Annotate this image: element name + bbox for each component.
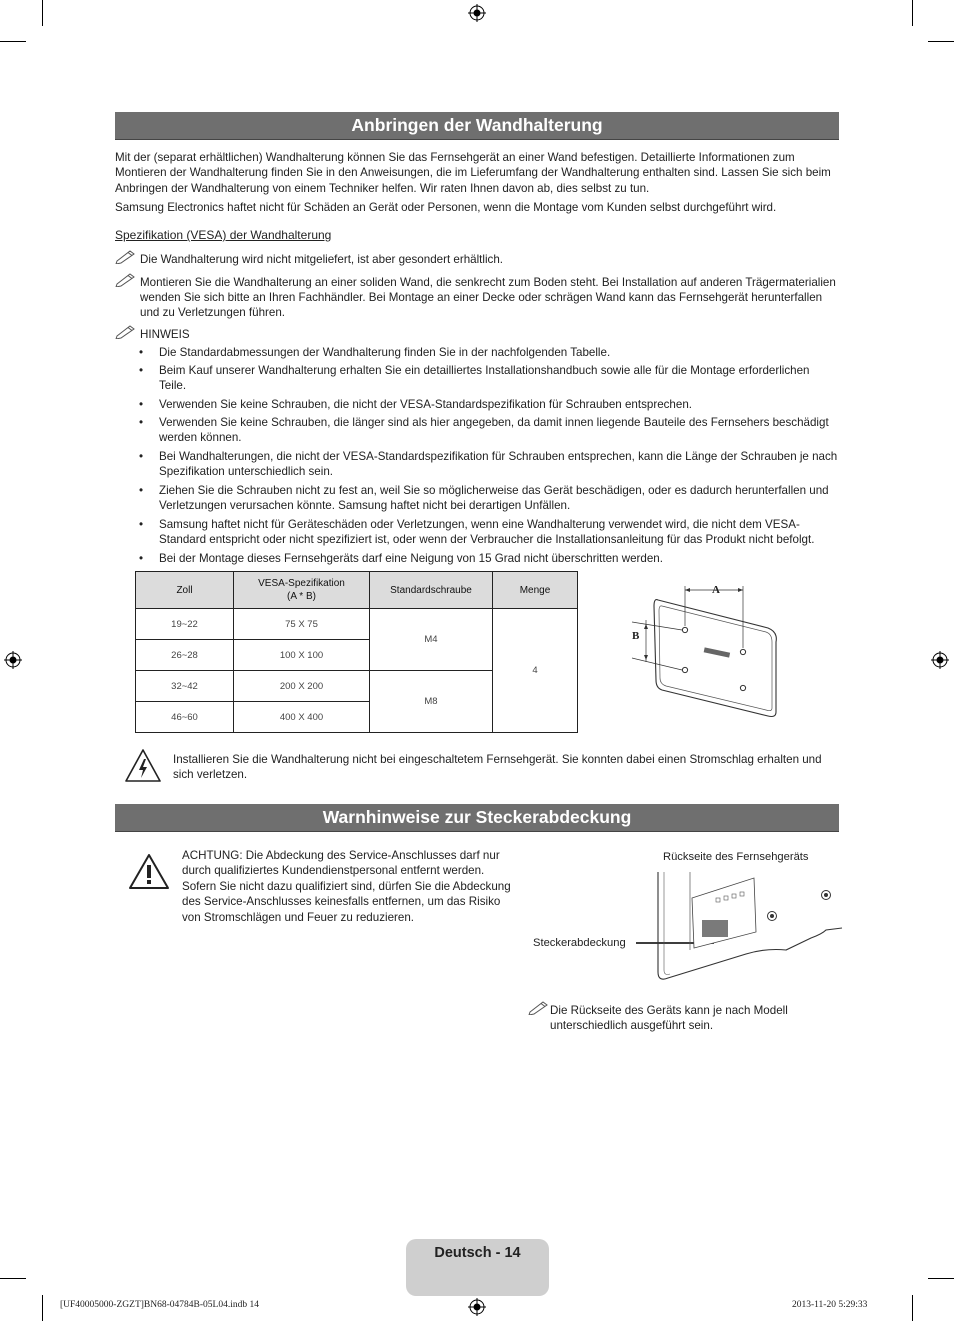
hinweis-label: HINWEIS	[140, 328, 190, 341]
pencil-note-icon	[115, 323, 137, 339]
cell-vesa: 400 X 400	[234, 702, 370, 733]
list-item: • Samsung haftet nicht für Geräteschäden oder Verletzungen, wenn eine Wandhalterung verwendet wird, die nicht dem VESA-Standard entspricht oder nicht spezifiziert ist, oder wenn der Verbraucher die Installationsanleitung für das Produkt nicht befolgt.	[139, 518, 815, 547]
disclaimer-paragraph: Samsung Electronics haftet nicht für Schäden an Gerät oder Personen, wenn die Montage vom Kunden selbst durchgeführt wird.	[115, 201, 777, 214]
list-item: • Beim Kauf unserer Wandhalterung erhalten Sie ein detailliertes Installationshandbuch sowie alle für die Montage erforderlichen Teile.	[139, 364, 810, 393]
crop-mark	[0, 1278, 26, 1279]
registration-mark-icon	[931, 651, 949, 669]
caution-warning-icon	[128, 853, 170, 891]
dimension-label-a: A	[712, 584, 720, 596]
list-item: • Ziehen Sie die Schrauben nicht zu fest an, weil Sie so möglicherweise das Gerät beschädigen, oder es dadurch herunterfallen und Verletzungen verursachen könnte. Samsung haftet nicht bei derartigen Unfällen.	[139, 484, 829, 513]
crop-mark	[0, 41, 26, 42]
note-text: Die Rückseite des Geräts kann je nach Modell unterschiedlich ausgeführt sein.	[550, 1004, 788, 1032]
electric-warning-text: Installieren Sie die Wandhalterung nicht bei eingeschaltetem Fernsehgerät. Sie konnten dabei einen Stromschlag erhalten und sich verletzen.	[173, 753, 822, 782]
cell-vesa: 200 X 200	[234, 671, 370, 702]
pencil-note-icon	[528, 999, 550, 1015]
dimension-label-b: B	[632, 630, 640, 642]
crop-mark	[928, 41, 954, 42]
intro-paragraph: Mit der (separat erhältlichen) Wandhalterung können Sie das Fernsehgerät an einer Wand befestigen. Detaillierte Informationen zum Montieren der Wandhalterung finden Sie in den Anweisungen, die im Lieferumfang der Wandhalterung enthalten sind. Lassen Sie sich beim Anbringen der Wandhalterung von einem Techniker helfen. Wir raten Ihnen davon ab, dies selbst zu tun.	[115, 151, 831, 195]
table-header-row	[136, 572, 578, 609]
electric-shock-warning-icon	[124, 748, 162, 784]
cell-quantity: 4	[493, 609, 578, 733]
page-number-label: Deutsch - 14	[434, 1245, 521, 1261]
cell-vesa: 100 X 100	[234, 640, 370, 671]
pencil-note-icon	[115, 271, 137, 287]
list-item: • Verwenden Sie keine Schrauben, die länger sind als hier angegeben, da damit innen liegende Bauteile des Fernsehers beschädigt werden können.	[139, 416, 829, 445]
list-item: • Verwenden Sie keine Schrauben, die nicht der VESA-Standardspezifikation für Schrauben entsprechen.	[139, 398, 693, 411]
note-item	[115, 275, 839, 321]
list-item: • Bei der Montage dieses Fernsehgeräts darf eine Neigung von 15 Grad nicht überschritten werden.	[139, 552, 663, 565]
section-title-cover: Warnhinweise zur Steckerabdeckung	[115, 804, 839, 832]
cell-screw: M4	[370, 609, 493, 671]
header-vesa: VESA-Spezifikation (A * B)	[234, 572, 370, 609]
registration-mark-icon	[468, 1298, 486, 1316]
cell-vesa: 75 X 75	[234, 609, 370, 640]
table-row	[136, 609, 578, 640]
cell-zoll: 46~60	[136, 702, 234, 733]
vesa-spec-table	[135, 571, 578, 733]
caution-text: ACHTUNG: Die Abdeckung des Service-Anschlusses darf nur durch qualifiziertes Kundendienstpersonal entfernt werden. Sofern Sie nicht dazu qualifiziert sind, dürfen Sie die Abdeckung des Service-Anschlusses keinesfalls entfernen, um das Risiko von Stromschlägen und Feuer zu reduzieren.	[182, 849, 511, 924]
crop-mark	[928, 1278, 954, 1279]
pencil-note-icon	[115, 248, 137, 264]
note-item	[115, 327, 839, 343]
section-title-wall-mount: Anbringen der Wandhalterung	[115, 112, 839, 140]
cell-screw: M8	[370, 671, 493, 733]
cell-zoll: 26~28	[136, 640, 234, 671]
label-tv-back: Rückseite des Fernsehgeräts	[663, 851, 809, 863]
note-item	[528, 1003, 828, 1035]
crop-mark	[912, 1295, 913, 1321]
print-timestamp: 2013-11-20 5:29:33	[792, 1300, 868, 1310]
crop-mark	[912, 0, 913, 26]
registration-mark-icon	[468, 4, 486, 22]
spec-heading: Spezifikation (VESA) der Wandhalterung	[115, 228, 332, 242]
crop-mark	[42, 0, 43, 26]
label-connector-cover: Steckerabdeckung	[533, 937, 626, 949]
list-item: • Die Standardabmessungen der Wandhalterung finden Sie in der nachfolgenden Tabelle.	[139, 346, 611, 359]
note-text: Die Wandhalterung wird nicht mitgeliefert, ist aber gesondert erhältlich.	[140, 253, 504, 266]
print-file-info: [UF40005000-ZGZT]BN68-04784B-05L04.indb 14	[60, 1300, 259, 1310]
crop-mark	[42, 1295, 43, 1321]
list-item: • Bei Wandhalterungen, die nicht der VESA-Standardspezifikation für Schrauben entsprechen, kann die Länge der Schrauben je nach Spezifikation unterschiedlich sein.	[139, 450, 838, 479]
note-text: Montieren Sie die Wandhalterung an einer soliden Wand, die senkrecht zum Boden steht. Bei Installation auf anderen Trägermaterialien wenden Sie sich bitte an Ihren Fachhändler. Bei Montage an einer Decke oder schrägen Wand kann das Fernsehgerät herunterfallen und zu Verletzungen führen.	[140, 276, 836, 319]
header-zoll: Zoll	[136, 572, 234, 609]
tv-back-diagram	[636, 866, 846, 988]
registration-mark-icon	[4, 651, 22, 669]
cell-zoll: 19~22	[136, 609, 234, 640]
header-quantity: Menge	[493, 572, 578, 609]
cell-zoll: 32~42	[136, 671, 234, 702]
note-item	[115, 252, 839, 268]
header-screw: Standardschraube	[370, 572, 493, 609]
vesa-dimension-diagram	[628, 580, 784, 720]
